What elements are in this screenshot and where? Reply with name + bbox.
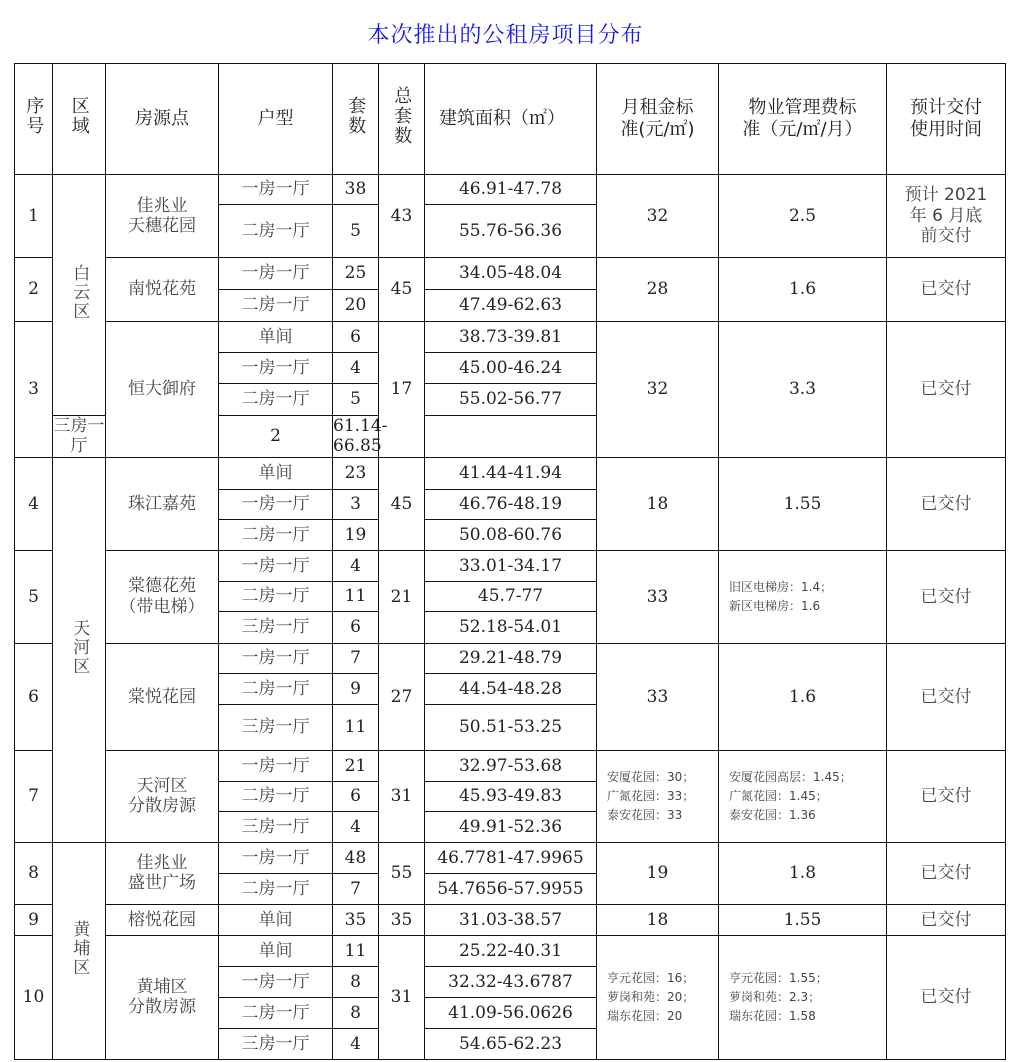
cell-rent: 32: [597, 322, 719, 458]
cell-source: 佳兆业 盛世广场: [106, 842, 219, 904]
cell-count: 4: [333, 1028, 379, 1059]
cell-layout: 单间: [219, 457, 333, 489]
cell-delivery: 已交付: [887, 258, 1006, 322]
cell-delivery: 已交付: [887, 750, 1006, 842]
cell-rent: 18: [597, 457, 719, 550]
cell-seq: 3: [15, 322, 53, 458]
cell-rent: 亨元花园：16； 萝岗和苑：20； 瑞东花园：20: [597, 935, 719, 1059]
table-row: [15, 842, 1006, 873]
cell-total: 45: [379, 457, 425, 550]
header-source: 房源点: [106, 64, 219, 175]
cell-count: 5: [333, 384, 379, 416]
table-row: [15, 457, 1006, 489]
cell-fee: 安厦花园高层：1.45； 广氮花园：1.45； 泰安花园：1.36: [719, 750, 887, 842]
table-row: [15, 175, 1006, 205]
cell-fee: 旧区电梯房：1.4； 新区电梯房：1.6: [719, 550, 887, 643]
cell-layout: 二房一厅: [219, 781, 333, 811]
cell-count: 20: [333, 290, 379, 322]
cell-total: 43: [379, 175, 425, 258]
header-fee: 物业管理费标 准（元/㎡/月）: [719, 64, 887, 175]
cell-district-baiyun: 白云区: [53, 175, 106, 416]
table-row: [15, 750, 1006, 781]
cell-total: 55: [379, 842, 425, 904]
cell-count: 25: [333, 258, 379, 290]
header-row: [15, 64, 1006, 175]
cell-seq: 5: [15, 550, 53, 643]
cell-layout: 二房一厅: [219, 581, 333, 611]
cell-seq: 1: [15, 175, 53, 258]
cell-area: 31.03-38.57: [425, 904, 597, 935]
cell-source: 榕悦花园: [106, 904, 219, 935]
cell-area: 49.91-52.36: [425, 811, 597, 842]
cell-count: 2: [219, 416, 333, 458]
cell-seq: 6: [15, 643, 53, 750]
table-row: [15, 935, 1006, 966]
cell-area: 46.76-48.19: [425, 489, 597, 519]
cell-area: 55.76-56.36: [425, 205, 597, 258]
cell-count: 35: [333, 904, 379, 935]
cell-count: 6: [333, 322, 379, 353]
cell-area: 41.44-41.94: [425, 457, 597, 489]
cell-area: 54.65-62.23: [425, 1028, 597, 1059]
cell-rent: 18: [597, 904, 719, 935]
cell-count: 9: [333, 673, 379, 704]
cell-area: 50.08-60.76: [425, 519, 597, 550]
cell-count: 6: [333, 611, 379, 643]
cell-rent: 33: [597, 550, 719, 643]
cell-layout: 二房一厅: [219, 873, 333, 904]
cell-count: 38: [333, 175, 379, 205]
cell-count: 48: [333, 842, 379, 873]
cell-layout: 一房一厅: [219, 643, 333, 673]
cell-layout: 一房一厅: [219, 550, 333, 581]
cell-layout: 一房一厅: [219, 966, 333, 997]
cell-area: 45.7-77: [425, 581, 597, 611]
cell-layout: 二房一厅: [219, 519, 333, 550]
cell-delivery: 已交付: [887, 550, 1006, 643]
cell-area: 29.21-48.79: [425, 643, 597, 673]
cell-area: 61.14-66.85: [333, 416, 388, 457]
cell-rent: 28: [597, 258, 719, 322]
cell-layout: 一房一厅: [219, 750, 333, 781]
cell-layout: 一房一厅: [219, 353, 333, 384]
cell-count: 11: [333, 935, 379, 966]
header-units: 套数: [333, 64, 379, 175]
cell-layout: 二房一厅: [219, 384, 333, 416]
cell-seq: 7: [15, 750, 53, 842]
cell-source: 天河区 分散房源: [106, 750, 219, 842]
cell-layout: 三房一厅: [53, 416, 105, 457]
cell-layout: 二房一厅: [219, 997, 333, 1028]
cell-fee: 1.6: [719, 258, 887, 322]
cell-fee: 2.5: [719, 175, 887, 258]
cell-area: 32.32-43.6787: [425, 966, 597, 997]
cell-delivery: 已交付: [887, 457, 1006, 550]
header-delivery: 预计交付 使用时间: [887, 64, 1006, 175]
cell-layout: 单间: [219, 904, 333, 935]
cell-area: 47.49-62.63: [425, 290, 597, 322]
cell-layout: 一房一厅: [219, 842, 333, 873]
cell-count: 8: [333, 997, 379, 1028]
cell-layout: 一房一厅: [219, 489, 333, 519]
cell-area: 52.18-54.01: [425, 611, 597, 643]
cell-total: 35: [379, 904, 425, 935]
cell-area: 50.51-53.25: [425, 704, 597, 750]
cell-fee: 1.8: [719, 842, 887, 904]
cell-delivery: 已交付: [887, 842, 1006, 904]
cell-count: 7: [333, 643, 379, 673]
cell-delivery: 已交付: [887, 904, 1006, 935]
cell-count: 21: [333, 750, 379, 781]
cell-area: 46.7781-47.9965: [425, 842, 597, 873]
table-row: [15, 322, 1006, 353]
cell-seq: 9: [15, 904, 53, 935]
cell-delivery: 已交付: [887, 322, 1006, 458]
cell-count: 5: [333, 205, 379, 258]
cell-count: 19: [333, 519, 379, 550]
header-seq: 序号: [15, 64, 53, 175]
table-row: [15, 904, 1006, 935]
cell-total: 31: [379, 750, 425, 842]
cell-layout: 二房一厅: [219, 673, 333, 704]
header-total: 总套数: [379, 64, 425, 175]
cell-rent: 33: [597, 643, 719, 750]
cell-seq: 4: [15, 457, 53, 550]
cell-source: 珠江嘉苑: [106, 457, 219, 550]
cell-delivery: 已交付: [887, 643, 1006, 750]
cell-count: 7: [333, 873, 379, 904]
cell-count: 3: [333, 489, 379, 519]
cell-area: 34.05-48.04: [425, 258, 597, 290]
cell-layout: 一房一厅: [219, 258, 333, 290]
cell-seq: 10: [15, 935, 53, 1059]
cell-seq: 8: [15, 842, 53, 904]
cell-layout: 三房一厅: [219, 704, 333, 750]
cell-fee: 3.3: [719, 322, 887, 458]
cell-source: 佳兆业 天穗花园: [106, 175, 219, 258]
cell-source: 黄埔区 分散房源: [106, 935, 219, 1059]
cell-fee: 1.55: [719, 457, 887, 550]
cell-count: 23: [333, 457, 379, 489]
cell-total: 45: [379, 258, 425, 322]
rental-projects-table: [14, 63, 1006, 1060]
cell-layout: 单间: [219, 322, 333, 353]
cell-source: 恒大御府: [106, 322, 219, 458]
header-district: 区域: [53, 64, 106, 175]
header-layout: 户型: [219, 64, 333, 175]
cell-layout: 三房一厅: [219, 1028, 333, 1059]
cell-district-tianhe: 天河区: [53, 457, 106, 842]
cell-count: 4: [333, 550, 379, 581]
table-row: [15, 550, 1006, 581]
cell-area: 25.22-40.31: [425, 935, 597, 966]
cell-area: 54.7656-57.9955: [425, 873, 597, 904]
cell-rent: 32: [597, 175, 719, 258]
cell-source: 南悦花苑: [106, 258, 219, 322]
table-row: [15, 643, 1006, 673]
cell-fee: 亨元花园：1.55； 萝岗和苑：2.3； 瑞东花园：1.58: [719, 935, 887, 1059]
cell-district-huangpu: 黄埔区: [53, 842, 106, 1059]
cell-area: 44.54-48.28: [425, 673, 597, 704]
cell-source: 棠悦花园: [106, 643, 219, 750]
cell-area: 33.01-34.17: [425, 550, 597, 581]
cell-area: 55.02-56.77: [425, 384, 597, 416]
cell-seq: 2: [15, 258, 53, 322]
cell-layout: 三房一厅: [219, 811, 333, 842]
cell-area: 32.97-53.68: [425, 750, 597, 781]
cell-delivery: 已交付: [887, 935, 1006, 1059]
cell-delivery: 预计 2021 年 6 月底 前交付: [887, 175, 1006, 258]
cell-area: 41.09-56.0626: [425, 997, 597, 1028]
cell-layout: 单间: [219, 935, 333, 966]
cell-layout: 二房一厅: [219, 205, 333, 258]
cell-area: 45.00-46.24: [425, 353, 597, 384]
table-row: [15, 258, 1006, 290]
cell-count: 11: [333, 581, 379, 611]
cell-area: 45.93-49.83: [425, 781, 597, 811]
cell-total: 21: [379, 550, 425, 643]
cell-total: 27: [379, 643, 425, 750]
cell-source: 棠德花苑 （带电梯）: [106, 550, 219, 643]
cell-rent: 安厦花园：30； 广氮花园：33； 泰安花园：33: [597, 750, 719, 842]
cell-count: 4: [333, 811, 379, 842]
cell-total: 31: [379, 935, 425, 1059]
page-title: 本次推出的公租房项目分布: [367, 23, 644, 48]
cell-layout: 二房一厅: [219, 290, 333, 322]
cell-rent: 19: [597, 842, 719, 904]
cell-total: 17: [379, 322, 425, 458]
cell-area: 46.91-47.78: [425, 175, 597, 205]
header-area: 建筑面积（㎡）: [425, 64, 597, 175]
cell-count: 6: [333, 781, 379, 811]
cell-layout: 三房一厅: [219, 611, 333, 643]
cell-area: 38.73-39.81: [425, 322, 597, 353]
cell-count: 8: [333, 966, 379, 997]
cell-fee: 1.6: [719, 643, 887, 750]
cell-count: 11: [333, 704, 379, 750]
cell-count: 4: [333, 353, 379, 384]
header-rent: 月租金标 准(元/㎡): [597, 64, 719, 175]
cell-layout: 一房一厅: [219, 175, 333, 205]
cell-fee: 1.55: [719, 904, 887, 935]
